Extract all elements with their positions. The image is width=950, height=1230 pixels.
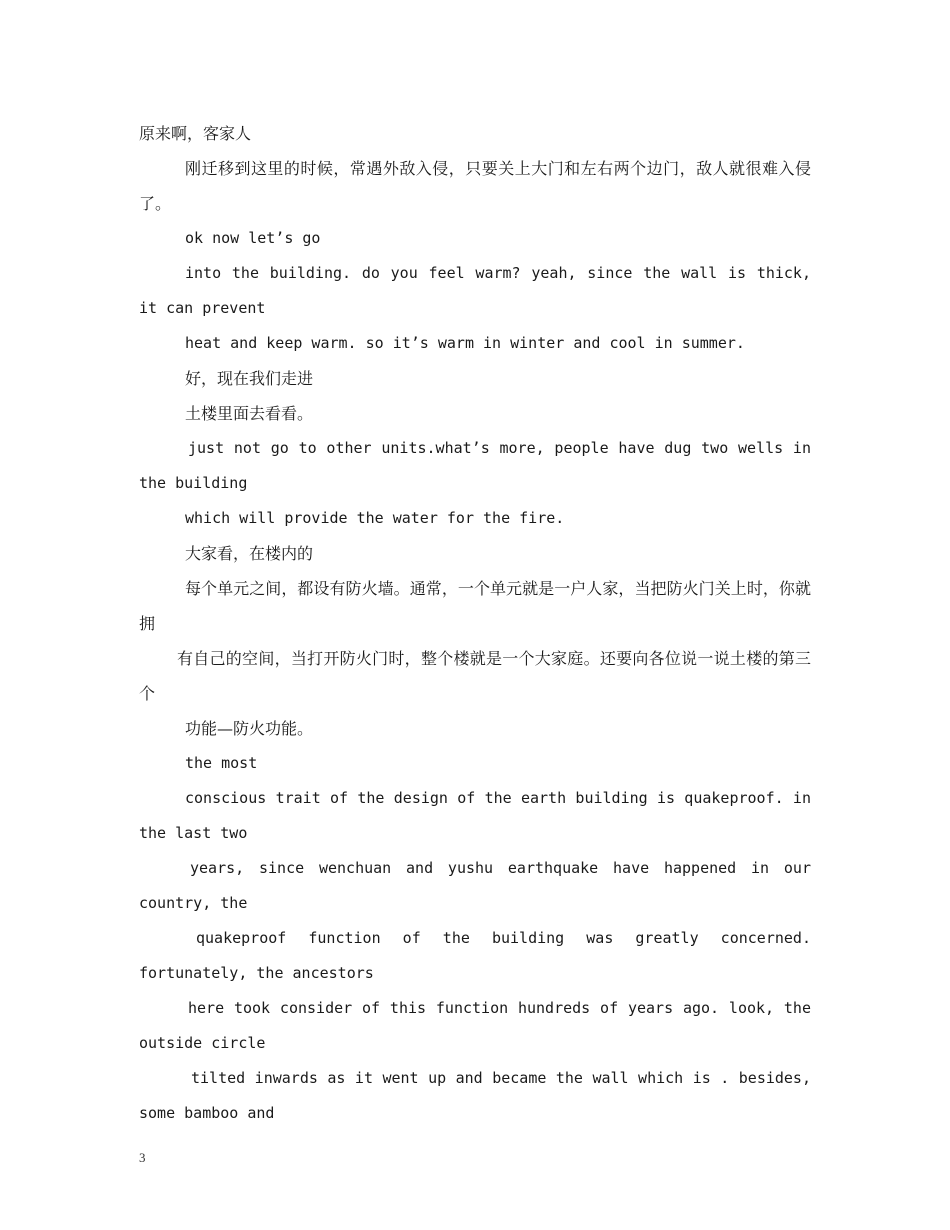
paragraph: which will provide the water for the fire. xyxy=(185,509,565,527)
paragraph: 刚迁移到这里的时候，常遇外敌入侵，只要关上大门和左右两个边门，敌人就很难入侵了。 xyxy=(139,159,811,213)
page-number: 3 xyxy=(139,1150,146,1165)
paragraph: heat and keep warm. so it’s warm in winter and cool in summer. xyxy=(185,334,745,352)
paragraph: 每个单元之间，都设有防火墙。通常，一个单元就是一户人家，当把防火门关上时，你就拥 xyxy=(139,579,811,633)
paragraph: 原来啊，客家人 xyxy=(139,124,252,143)
paragraph: the most xyxy=(185,754,258,772)
paragraph: 有自己的空间，当打开防火门时，整个楼就是一个大家庭。还要向各位说一说土楼的第三个 xyxy=(139,649,811,703)
paragraph: years, since wenchuan and yushu earthquake have happened in our country, the xyxy=(139,859,811,912)
paragraph: 土楼里面去看看。 xyxy=(185,404,314,423)
paragraph: 功能—防火功能。 xyxy=(185,719,314,738)
paragraph: 好，现在我们走进 xyxy=(185,369,314,388)
paragraph: conscious trait of the design of the earth building is quakeproof. in the last two xyxy=(139,789,811,842)
paragraph: just not go to other units.what’s more, people have dug two wells in the building xyxy=(139,439,811,492)
paragraph: into the building. do you feel warm? yeah, since the wall is thick, it can prevent xyxy=(139,264,811,317)
paragraph: here took consider of this function hundreds of years ago. look, the outside circle xyxy=(139,999,811,1052)
paragraph: tilted inwards as it went up and became the wall which is . besides, some bamboo and xyxy=(139,1069,811,1122)
paragraph: 大家看，在楼内的 xyxy=(185,544,314,563)
paragraph: quakeproof function of the building was greatly concerned. fortunately, the ancestors xyxy=(139,929,811,982)
paragraph: ok now let’s go xyxy=(185,229,321,247)
body-text xyxy=(139,116,811,1131)
